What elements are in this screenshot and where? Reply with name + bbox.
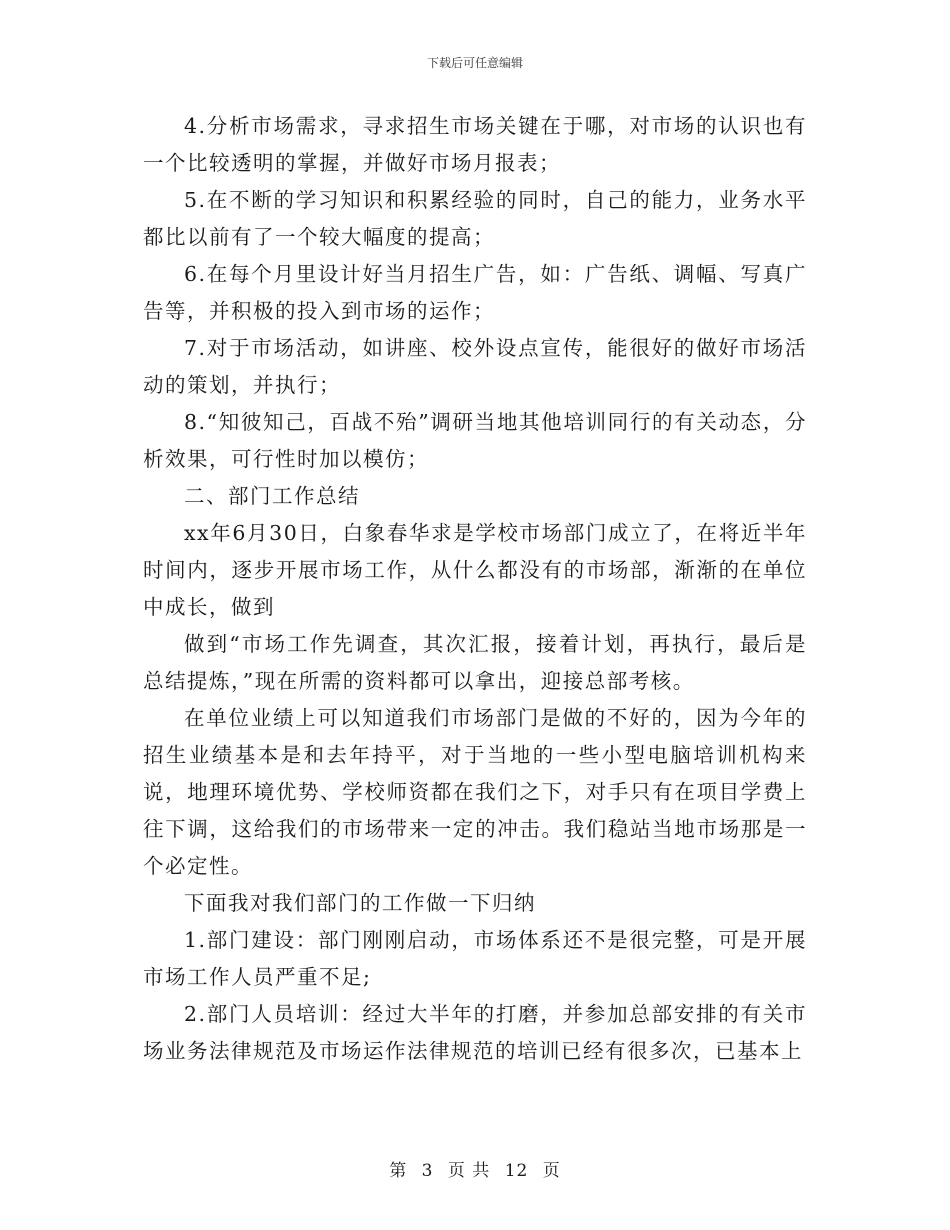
paragraph: xx年6月30日，白象春华求是学校市场部门成立了，在将近半年时间内，逐步开展市场工作，从什么都没有的市场部，渐渐的在单位中成长，做到 [143,521,807,619]
section-heading: 二、部门工作总结 [184,484,360,508]
paragraph: 做到“市场工作先调查，其次汇报，接着计划，再执行，最后是总结提炼，”现在所需的资料都可以拿出，迎接总部考核。 [143,632,807,693]
footer-prefix: 第 [389,1161,408,1181]
page-footer [0,1156,950,1181]
paragraph: 下面我对我们部门的工作做一下归纳 [184,891,536,915]
footer-suffix: 页 [542,1161,561,1181]
paragraph: 7.对于市场活动，如讲座、校外设点宣传，能很好的做好市场活动的策划，并执行； [143,336,807,397]
paragraph: 4.分析市场需求，寻求招生市场关键在于哪，对市场的认识也有一个比较透明的掌握，并做好市场月报表； [143,114,807,175]
paragraph: 6.在每个月里设计好当月招生广告，如：广告纸、调幅、写真广告等，并积极的投入到市场的运作； [143,262,807,323]
footer-middle: 页 共 [447,1161,491,1181]
paragraph: 8.“知彼知己，百战不殆”调研当地其他培训同行的有关动态，分析效果，可行性时加以模仿； [143,410,807,471]
paragraph: 在单位业绩上可以知道我们市场部门是做的不好的，因为今年的招生业绩基本是和去年持平，对于当地的一些小型电脑培训机构来说，地理环境优势、学校师资都在我们之下，对手只有在项目学费上往下调，这给我们的市场带来一定的冲击。我们稳站当地市场那是一个必定性。 [143,706,807,878]
document-body [143,108,807,1070]
paragraph: 2.部门人员培训：经过大半年的打磨，并参加总部安排的有关市场业务法律规范及市场运作法律规范的培训已经有很多次，已基本上 [143,1002,807,1063]
page-header: 下载后可任意编辑 [426,56,523,70]
total-pages-number: 12 [504,1161,529,1181]
paragraph: 1.部门建设：部门刚刚启动，市场体系还不是很完整，可是开展市场工作人员严重不足; [143,928,807,989]
current-page-number: 3 [421,1161,434,1181]
paragraph: 5.在不断的学习知识和积累经验的同时，自己的能力，业务水平都比以前有了一个较大幅度的提高； [143,188,807,249]
